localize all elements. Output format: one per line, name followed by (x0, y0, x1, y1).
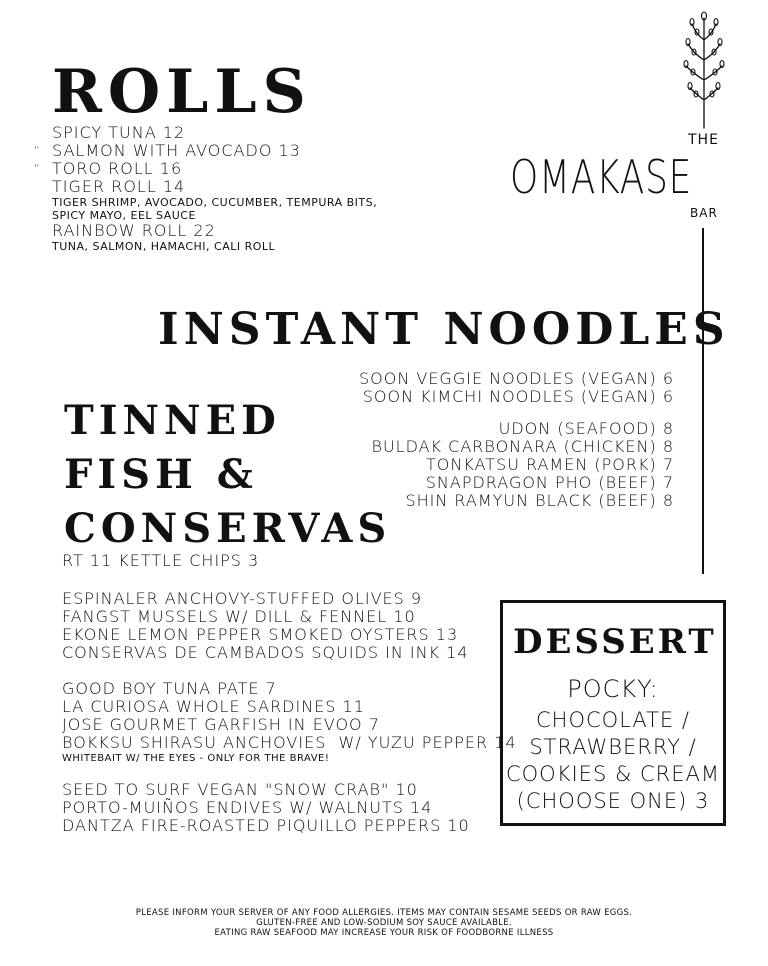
tinned-heading-line: FISH & (64, 451, 258, 498)
dessert-heading: DESSERT (513, 622, 717, 662)
roll-name: SPICY TUNA 12 (52, 123, 186, 142)
spacer (359, 406, 674, 420)
dessert-option: STRAWBERRY / (529, 735, 697, 759)
roll-name: RAINBOW ROLL 22 (52, 221, 216, 240)
roll-description: TUNA, SALMON, HAMACHI, CALI ROLL (52, 240, 276, 253)
noodle-item: UDON (SEAFOOD) 8 (498, 419, 674, 438)
tinned-item: EKONE LEMON PEPPER SMOKED OYSTERS 13 (62, 625, 459, 644)
tinned-item: SEED TO SURF VEGAN "SNOW CRAB" 10 (62, 780, 418, 799)
tinned-heading (64, 394, 391, 556)
spacer (62, 765, 517, 781)
tinned-item: FANGST MUSSELS W/ DILL & FENNEL 10 (62, 607, 416, 626)
dessert-title: POCKY: (567, 675, 659, 703)
roll-name: TIGER ROLL 14 (52, 177, 186, 196)
noodle-item: TONKATSU RAMEN (PORK) 7 (426, 455, 674, 474)
disclaimer-line: EATING RAW SEAFOOD MAY INCREASE YOUR RISK OF FOODBORNE ILLNESS (214, 928, 554, 938)
roll-item (52, 222, 377, 240)
tinned-item: BOKKSU SHIRASU ANCHOVIES W/ YUZU PEPPER 14 (62, 733, 517, 752)
tinned-note: WHITEBAIT W/ THE EYES - ONLY FOR THE BRAVE! (62, 753, 330, 764)
roll-item (52, 124, 377, 142)
roll-marker: “ (34, 162, 41, 175)
roll-item (52, 178, 377, 196)
tinned-item: DANTZA FIRE-ROASTED PIQUILLO PEPPERS 10 (62, 816, 470, 835)
brand-bar: BAR (690, 206, 718, 220)
tinned-item: RT 11 KETTLE CHIPS 3 (62, 551, 260, 570)
noodle-item: SNAPDRAGON PHO (BEEF) 7 (425, 473, 674, 492)
roll-item (34, 141, 377, 160)
tinned-list (62, 552, 517, 835)
roll-description: TIGER SHRIMP, AVOCADO, CUCUMBER, TEMPURA BITS, SPICY MAYO, EEL SAUCE (52, 196, 378, 222)
spacer (62, 570, 517, 590)
noodle-item: SOON KIMCHI NOODLES (VEGAN) 6 (362, 387, 674, 406)
disclaimer-line: GLUTEN-FREE AND LOW-SODIUM SOY SAUCE AVAILABLE. (256, 918, 512, 928)
roll-name: SALMON WITH AVOCADO 13 (52, 141, 301, 160)
brand-divider-line (702, 228, 704, 574)
brand-the: THE (688, 132, 719, 148)
tinned-item: GOOD BOY TUNA PATE 7 (62, 679, 277, 698)
roll-name: TORO ROLL 16 (52, 159, 183, 178)
dessert-option: COOKIES & CREAM (505, 762, 721, 786)
roll-item (34, 159, 377, 178)
rolls-list (34, 123, 378, 253)
tinned-item: LA CURIOSA WHOLE SARDINES 11 (62, 697, 365, 716)
disclaimer-line: PLEASE INFORM YOUR SERVER OF ANY FOOD ALLERGIES. ITEMS MAY CONTAIN SESAME SEEDS OR RAW EGGS. (135, 908, 633, 918)
noodles-heading: INSTANT NOODLES (158, 304, 730, 355)
noodles-list (359, 370, 674, 510)
noodle-item: SHIN RAMYUN BLACK (BEEF) 8 (405, 491, 674, 510)
allergy-disclaimer (0, 908, 768, 938)
noodle-item: BULDAK CARBONARA (CHICKEN) 8 (371, 437, 674, 456)
tinned-heading-line: TINNED (64, 397, 281, 444)
rolls-heading: ROLLS (52, 57, 312, 127)
dessert-box (500, 600, 726, 826)
spacer (62, 662, 517, 680)
dessert-option: CHOCOLATE / (536, 708, 690, 732)
botanical-sprig-icon (680, 10, 730, 130)
tinned-item: JOSE GOURMET GARFISH IN EVOO 7 (62, 715, 380, 734)
brand-name: OMAKASE (510, 150, 693, 204)
roll-marker: “ (34, 144, 41, 157)
tinned-item: CONSERVAS DE CAMBADOS SQUIDS IN INK 14 (62, 643, 469, 662)
tinned-item: ESPINALER ANCHOVY-STUFFED OLIVES 9 (62, 589, 423, 608)
tinned-heading-line: CONSERVAS (64, 505, 392, 552)
dessert-options (503, 707, 723, 815)
noodle-item: SOON VEGGIE NOODLES (VEGAN) 6 (358, 369, 674, 388)
tinned-item: PORTO-MUIÑOS ENDIVES W/ WALNUTS 14 (62, 798, 433, 817)
dessert-option: (CHOOSE ONE) 3 (516, 789, 710, 813)
